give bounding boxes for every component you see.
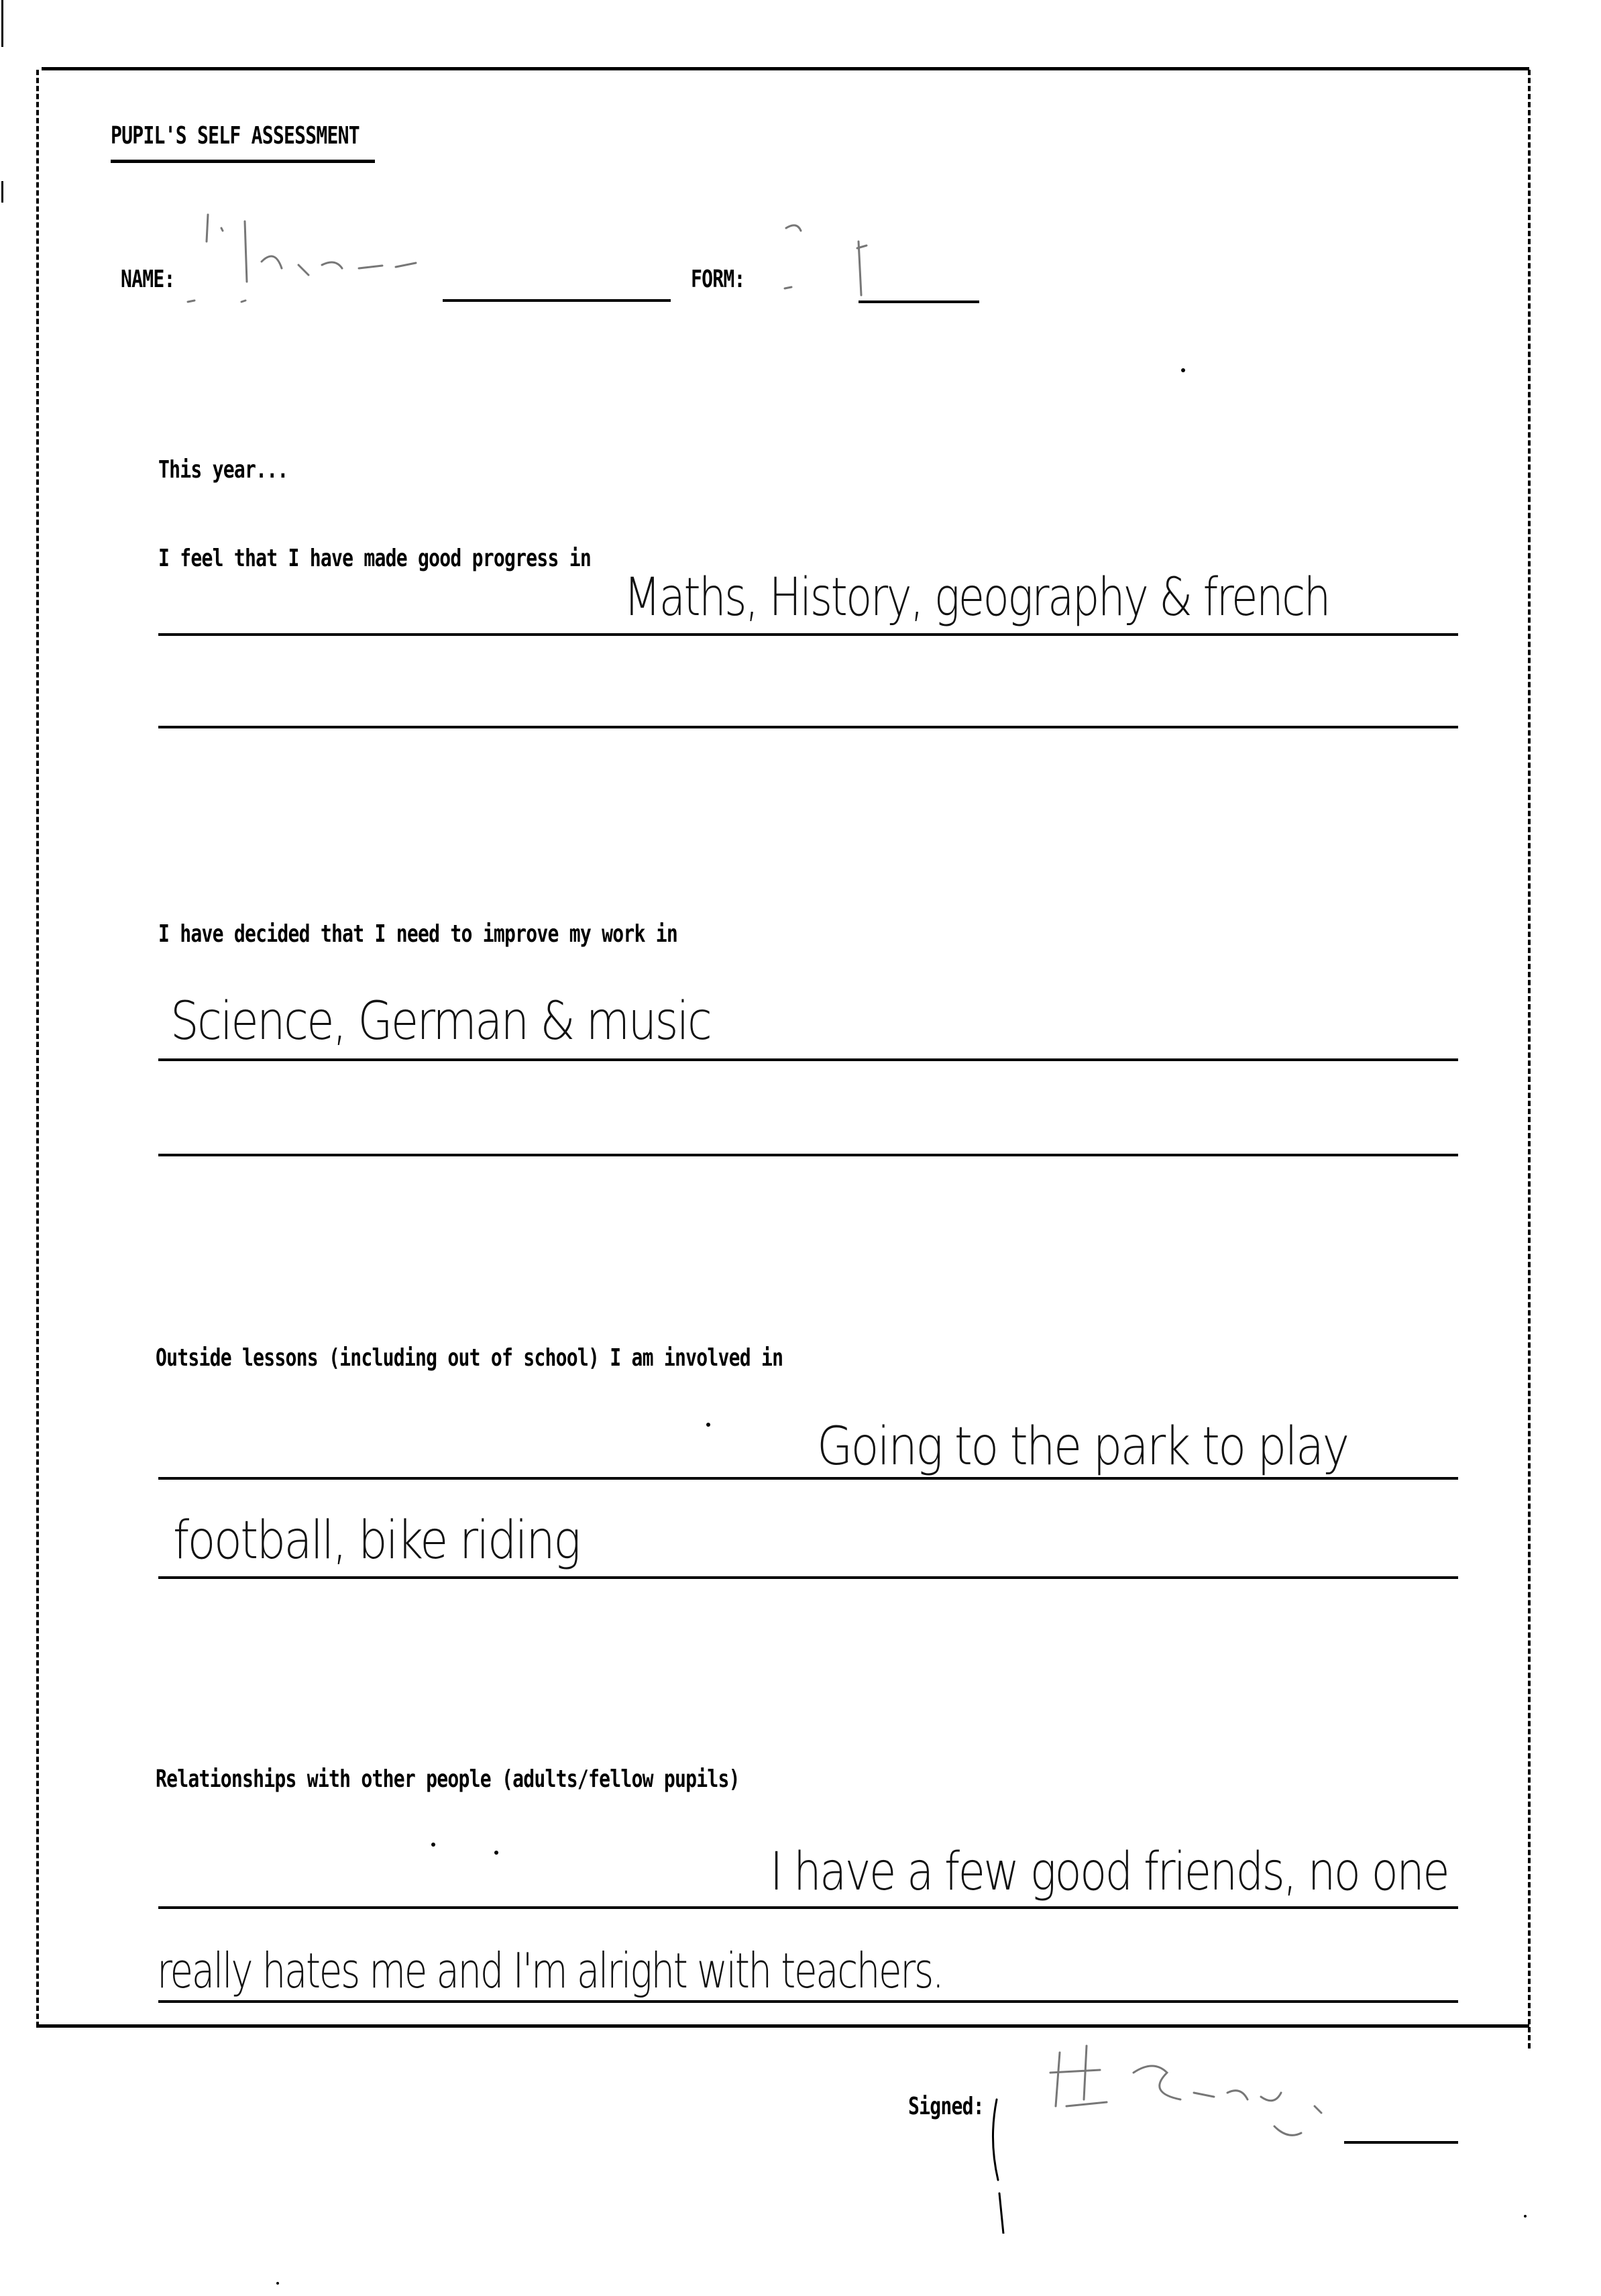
form-label: FORM:: [691, 266, 745, 293]
form-redacted-handwriting: [778, 215, 879, 309]
question-improve: I have decided that I need to improve my work in: [158, 920, 678, 948]
speck: [1523, 2213, 1529, 2220]
answer-line: [158, 1154, 1458, 1156]
speck: [1180, 368, 1187, 374]
form-border-bottom: [36, 2024, 1529, 2028]
intro-text: This year...: [158, 456, 288, 484]
form-title: PUPIL'S SELF ASSESSMENT: [111, 122, 360, 150]
name-redacted-handwriting: [181, 201, 463, 315]
speck: [706, 1422, 711, 1427]
answer-improve-line-1: Science, German & music: [170, 991, 711, 1052]
answer-relationships-line-2: really hates me and I'm alright with teachers.: [157, 1943, 943, 1999]
answer-line: [158, 1477, 1458, 1480]
signature-redacted: [986, 2032, 1362, 2234]
answer-outside-line-1: Going to the park to play: [817, 1417, 1348, 1477]
answer-line: [158, 726, 1458, 728]
speck: [429, 1838, 510, 1858]
answer-progress-line-1: Maths, History, geography & french: [624, 567, 1329, 628]
question-relationships: Relationships with other people (adults/fellow pupils): [156, 1765, 740, 1793]
answer-relationships-line-1: I have a few good friends, no one: [770, 1842, 1449, 1902]
form-border-left: [36, 70, 39, 2027]
title-underline: [111, 160, 375, 163]
name-field-line: [443, 299, 671, 302]
form-field-line: [859, 300, 979, 303]
scan-edge-mark: [1, 0, 3, 47]
answer-line: [158, 1906, 1458, 1909]
answer-outside-line-2: football, bike riding: [173, 1511, 579, 1571]
form-border-top: [42, 67, 1529, 70]
question-progress: I feel that I have made good progress in: [158, 545, 592, 572]
form-border-right: [1528, 70, 1531, 2048]
signature-line: [1344, 2141, 1458, 2144]
answer-line: [158, 2000, 1458, 2003]
signed-label: Signed:: [908, 2093, 984, 2120]
speck: [275, 2281, 282, 2287]
name-label: NAME:: [121, 266, 175, 293]
question-outside-lessons: Outside lessons (including out of school) I am involved in: [156, 1344, 783, 1372]
answer-line: [158, 1058, 1458, 1061]
answer-line: [158, 633, 1458, 636]
answer-line: [158, 1576, 1458, 1579]
scan-edge-mark: [1, 181, 3, 203]
